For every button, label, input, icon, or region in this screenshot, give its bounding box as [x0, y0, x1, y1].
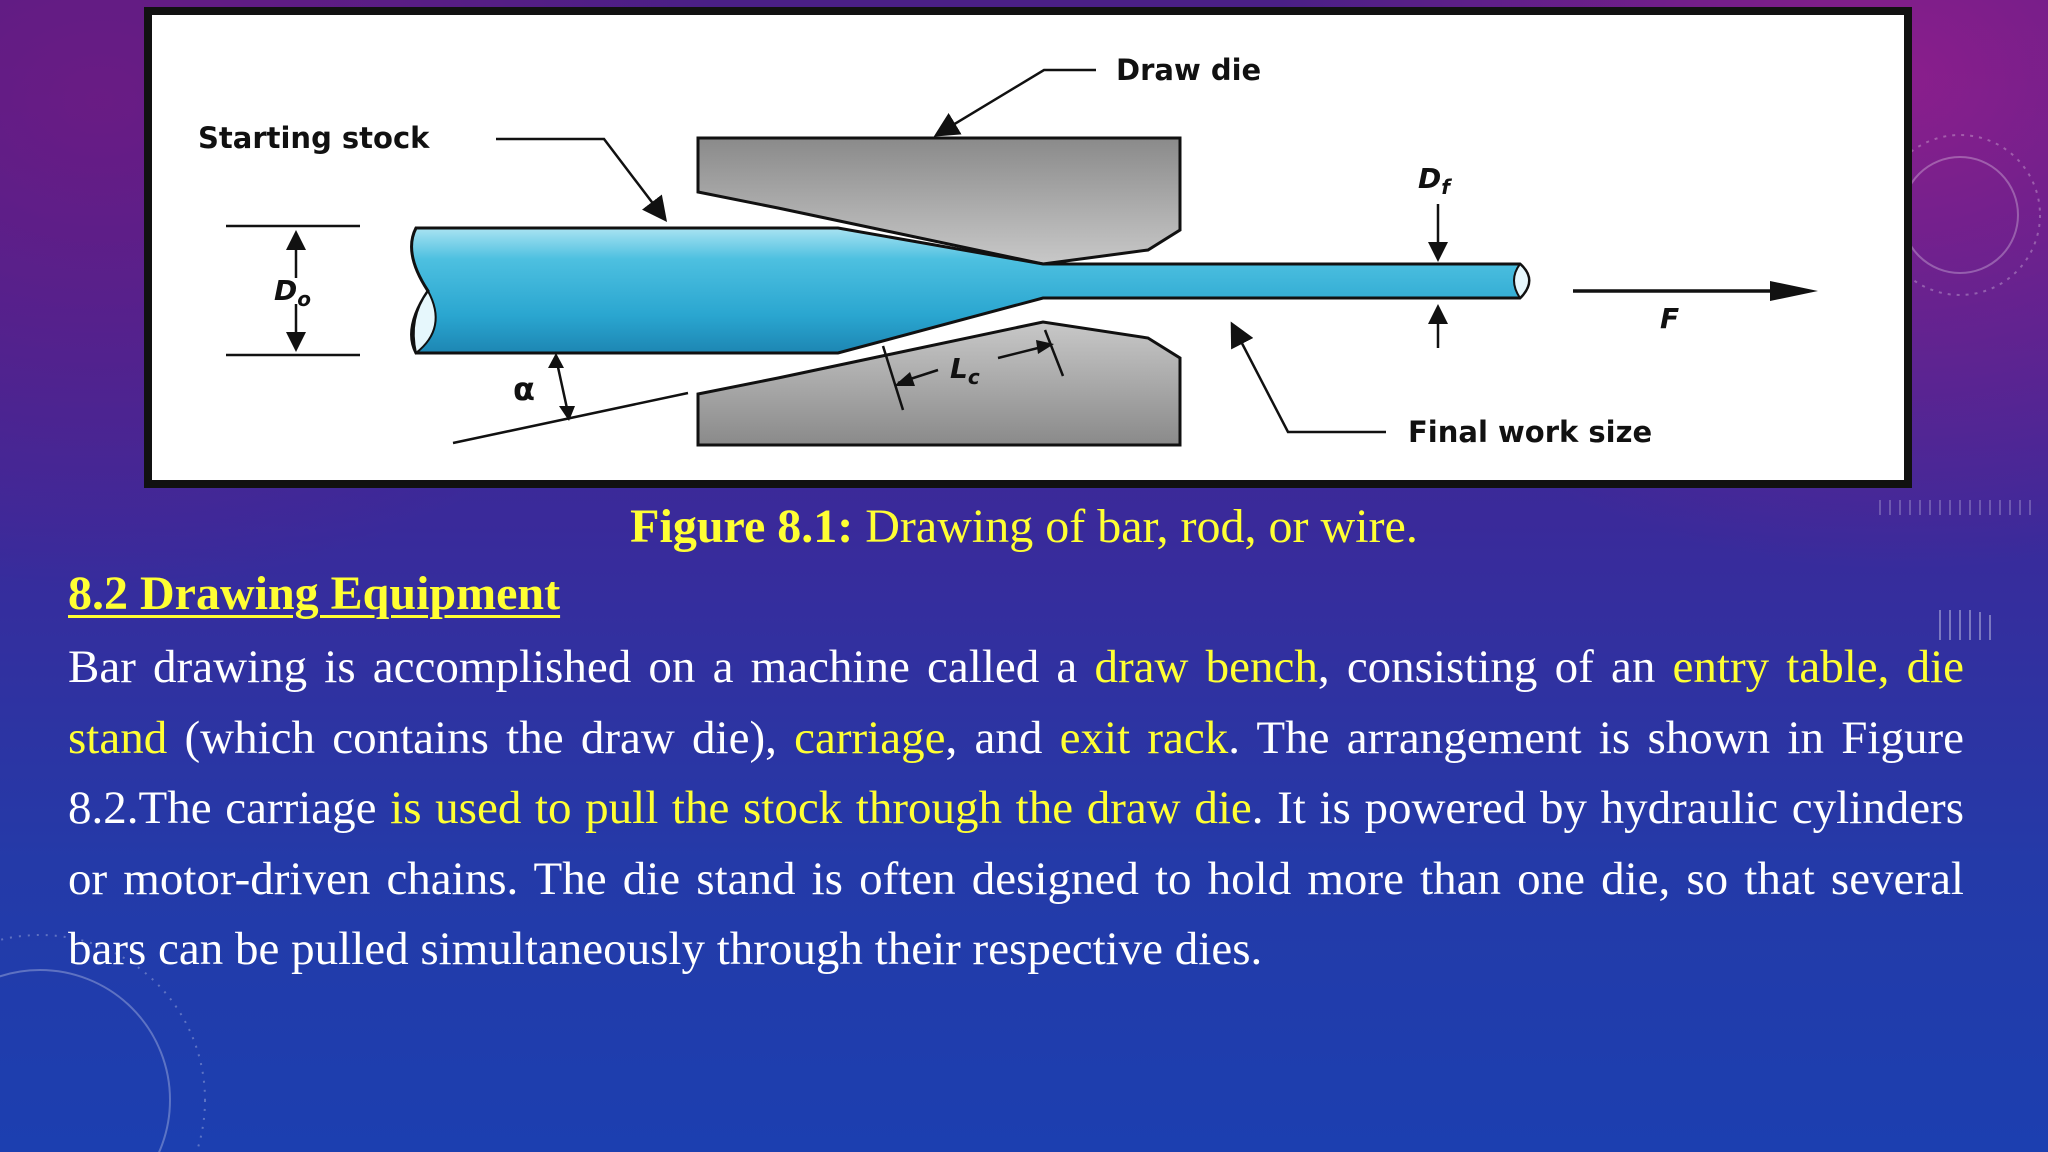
drawing-diagram [152, 15, 1904, 480]
body-paragraph [68, 632, 1964, 985]
paragraph-segment: Bar drawing is accomplished on a machine called a [68, 641, 1095, 693]
stock-end-right [1514, 264, 1529, 298]
figure-frame [144, 7, 1912, 488]
lc-label: $L_c$ [950, 352, 980, 389]
paragraph-segment: . It is powered by hydraulic cylinders or motor-driven chains. The die stand is often designed to hold more than one die, so that several bars can be pulled simultaneously through their respective dies. [68, 782, 1964, 975]
paragraph-highlight: is used to pull the stock through the draw die [390, 782, 1252, 834]
figure-caption-label: Figure 8.1: [630, 500, 854, 553]
alpha-label: α [513, 370, 535, 408]
figure-caption [0, 497, 2048, 557]
paragraph-segment: . The arrangement is shown in Figure 8.2.The carriage [68, 711, 1964, 834]
figure-caption-text: Drawing of bar, rod, or wire. [853, 500, 1418, 553]
force-label: F [1660, 302, 1680, 335]
paragraph-highlight: carriage [794, 711, 946, 764]
df-label: $D_f$ [1418, 162, 1450, 199]
final-work-size-label: Final work size [1408, 415, 1653, 449]
paragraph-segment: , and [945, 711, 1060, 764]
paragraph-highlight: exit rack [1059, 711, 1229, 764]
paragraph-segment: (which contains the draw die), [167, 711, 795, 764]
paragraph-highlight: draw bench [1094, 641, 1318, 693]
paragraph-segment: , consisting of an [1317, 641, 1673, 693]
section-heading: 8.2 Drawing Equipment [68, 567, 561, 620]
paragraph-highlight: entry table, die stand [68, 641, 1964, 764]
starting-stock-label: Starting stock [198, 121, 430, 155]
do-label: $D_o$ [274, 274, 311, 311]
draw-die-label: Draw die [1116, 53, 1262, 87]
